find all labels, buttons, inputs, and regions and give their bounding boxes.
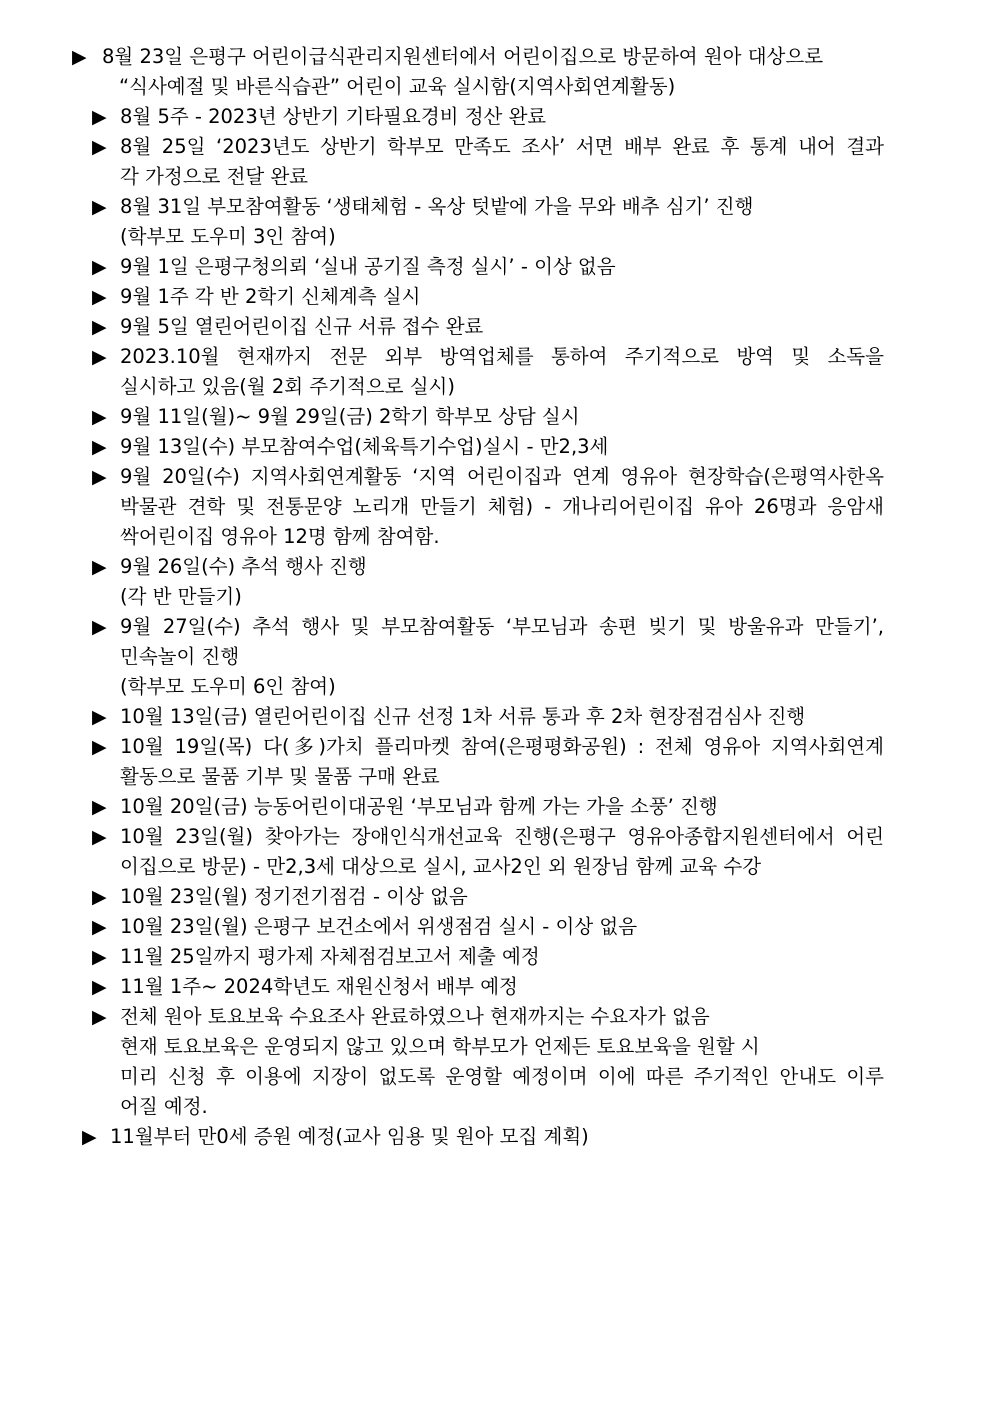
list-item bbox=[0, 282, 884, 312]
list-item-line: 10월 20일(금) 능동어린이대공원 ‘부모님과 함께 가는 가을 소풍’ 진행 bbox=[120, 795, 718, 818]
bullet-arrow-icon: ▶ bbox=[72, 46, 87, 68]
list-item-line: 10월 19일(목) 다(多)가치 플리마켓 참여(은평평화공원) : 전체 영유아 지역사회연계 bbox=[120, 735, 884, 758]
list-item bbox=[0, 132, 884, 192]
list-item-line: 10월 23일(월) 찾아가는 장애인식개선교육 진행(은평구 영유아종합지원센터에서 어린 bbox=[120, 825, 884, 848]
list-item bbox=[0, 1122, 870, 1152]
bullet-arrow-icon: ▶ bbox=[92, 436, 107, 458]
list-item bbox=[0, 402, 884, 432]
bullet-arrow-icon: ▶ bbox=[92, 796, 107, 818]
bullet-arrow-icon: ▶ bbox=[92, 1006, 107, 1028]
list-item-line: 10월 23일(월) 은평구 보건소에서 위생점검 실시 - 이상 없음 bbox=[120, 915, 638, 938]
list-item bbox=[0, 42, 870, 102]
list-item-line: 11월 25일까지 평가제 자체점검보고서 제출 예정 bbox=[120, 945, 540, 968]
list-item-line: 2023.10월 현재까지 전문 외부 방역업체를 통하여 주기적으로 방역 및 소독을 bbox=[120, 345, 884, 368]
list-item bbox=[0, 612, 884, 702]
list-item bbox=[0, 972, 884, 1002]
list-item-line: 9월 20일(수) 지역사회연계활동 ‘지역 어린이집과 연계 영유아 현장학습(은평역사한옥 bbox=[120, 465, 884, 488]
list-item bbox=[0, 462, 884, 552]
list-item-line: “식사예절 및 바른식습관” 어린이 교육 실시함(지역사회연계활동) bbox=[119, 75, 676, 98]
list-item-line: 싹어린이집 영유아 12명 함께 참여함. bbox=[120, 525, 440, 548]
list-item-line: (학부모 도우미 3인 참여) bbox=[120, 225, 336, 248]
list-item bbox=[0, 192, 884, 252]
list-item-line: 실시하고 있음(월 2회 주기적으로 실시) bbox=[120, 375, 455, 398]
list-item-line: 10월 23일(월) 정기전기점검 - 이상 없음 bbox=[120, 885, 468, 908]
list-item bbox=[0, 342, 884, 402]
bullet-arrow-icon: ▶ bbox=[92, 916, 107, 938]
list-item bbox=[0, 102, 884, 132]
list-item bbox=[0, 252, 884, 282]
bullet-arrow-icon: ▶ bbox=[92, 346, 107, 368]
list-item-line: 미리 신청 후 이용에 지장이 없도록 운영할 예정이며 이에 따른 주기적인 안내도 이루 bbox=[120, 1065, 884, 1088]
list-item-line: 9월 11일(월)~ 9월 29일(금) 2학기 학부모 상담 실시 bbox=[120, 405, 580, 428]
list-item bbox=[0, 792, 884, 822]
list-item-line: 어질 예정. bbox=[120, 1095, 208, 1118]
list-item-line: 11월 1주~ 2024학년도 재원신청서 배부 예정 bbox=[120, 975, 518, 998]
list-item-line: 전체 원아 토요보육 수요조사 완료하였으나 현재까지는 수요자가 없음 bbox=[120, 1005, 710, 1028]
list-item-line: 9월 27일(수) 추석 행사 및 부모참여활동 ‘부모님과 송편 빚기 및 방울유과 만들기’, bbox=[120, 615, 884, 638]
list-item bbox=[0, 432, 884, 462]
list-item-line: 9월 13일(수) 부모참여수업(체육특기수업)실시 - 만2,3세 bbox=[120, 435, 609, 458]
list-item-line: 박물관 견학 및 전통문양 노리개 만들기 체험) - 개나리어린이집 유아 26명과 응암새 bbox=[120, 495, 884, 518]
list-item-line: (각 반 만들기) bbox=[120, 585, 242, 608]
list-item-line: 10월 13일(금) 열린어린이집 신규 선정 1차 서류 통과 후 2차 현장점검심사 진행 bbox=[120, 705, 806, 728]
list-item bbox=[0, 942, 884, 972]
list-item-line: 이집으로 방문) - 만2,3세 대상으로 실시, 교사2인 외 원장님 함께 교육 수강 bbox=[120, 855, 762, 878]
bullet-arrow-icon: ▶ bbox=[92, 406, 107, 428]
list-item bbox=[0, 1002, 884, 1122]
bullet-arrow-icon: ▶ bbox=[92, 316, 107, 338]
bullet-arrow-icon: ▶ bbox=[92, 256, 107, 278]
bullet-arrow-icon: ▶ bbox=[92, 706, 107, 728]
list-item-line: 9월 5일 열린어린이집 신규 서류 접수 완료 bbox=[120, 315, 484, 338]
list-item-line: 8월 25일 ‘2023년도 상반기 학부모 만족도 조사’ 서면 배부 완료 후 통계 내어 결과 bbox=[120, 135, 884, 158]
bullet-arrow-icon: ▶ bbox=[92, 196, 107, 218]
bullet-arrow-icon: ▶ bbox=[92, 136, 107, 158]
list-item bbox=[0, 312, 884, 342]
list-item-line: 민속놀이 진행 bbox=[120, 645, 240, 668]
bullet-arrow-icon: ▶ bbox=[92, 976, 107, 998]
bullet-arrow-icon: ▶ bbox=[92, 736, 107, 758]
bullet-arrow-icon: ▶ bbox=[92, 466, 107, 488]
list-item bbox=[0, 912, 884, 942]
bullet-arrow-icon: ▶ bbox=[92, 826, 107, 848]
bullet-arrow-icon: ▶ bbox=[92, 946, 107, 968]
list-item bbox=[0, 552, 884, 612]
list-item bbox=[0, 732, 884, 792]
list-item-line: 9월 1일 은평구청의뢰 ‘실내 공기질 측정 실시’ - 이상 없음 bbox=[120, 255, 616, 278]
list-item-line: 8월 31일 부모참여활동 ‘생태체험 - 옥상 텃밭에 가을 무와 배추 심기’ 진행 bbox=[120, 195, 754, 218]
bullet-arrow-icon: ▶ bbox=[92, 886, 107, 908]
bullet-arrow-icon: ▶ bbox=[82, 1126, 97, 1148]
list-item bbox=[0, 882, 884, 912]
list-item-line: 11월부터 만0세 증원 예정(교사 임용 및 원아 모집 계획) bbox=[110, 1125, 589, 1148]
list-item-line: 각 가정으로 전달 완료 bbox=[120, 165, 309, 188]
list-item-line: (학부모 도우미 6인 참여) bbox=[120, 675, 336, 698]
list-item-line: 현재 토요보육은 운영되지 않고 있으며 학부모가 언제든 토요보육을 원할 시 bbox=[120, 1035, 760, 1058]
list-item-line: 활동으로 물품 기부 및 물품 구매 완료 bbox=[120, 765, 440, 788]
list-item bbox=[0, 702, 884, 732]
bullet-arrow-icon: ▶ bbox=[92, 286, 107, 308]
list-item-line: 9월 1주 각 반 2학기 신체계측 실시 bbox=[120, 285, 421, 308]
bullet-arrow-icon: ▶ bbox=[92, 556, 107, 578]
list-item bbox=[0, 822, 884, 882]
bullet-arrow-icon: ▶ bbox=[92, 616, 107, 638]
list-item-line: 8월 23일 은평구 어린이급식관리지원센터에서 어린이집으로 방문하여 원아 대상으로 bbox=[102, 45, 824, 68]
list-item-line: 9월 26일(수) 추석 행사 진행 bbox=[120, 555, 367, 578]
bullet-arrow-icon: ▶ bbox=[92, 106, 107, 128]
report-list bbox=[0, 42, 992, 1152]
list-item-line: 8월 5주 - 2023년 상반기 기타필요경비 정산 완료 bbox=[120, 105, 547, 128]
